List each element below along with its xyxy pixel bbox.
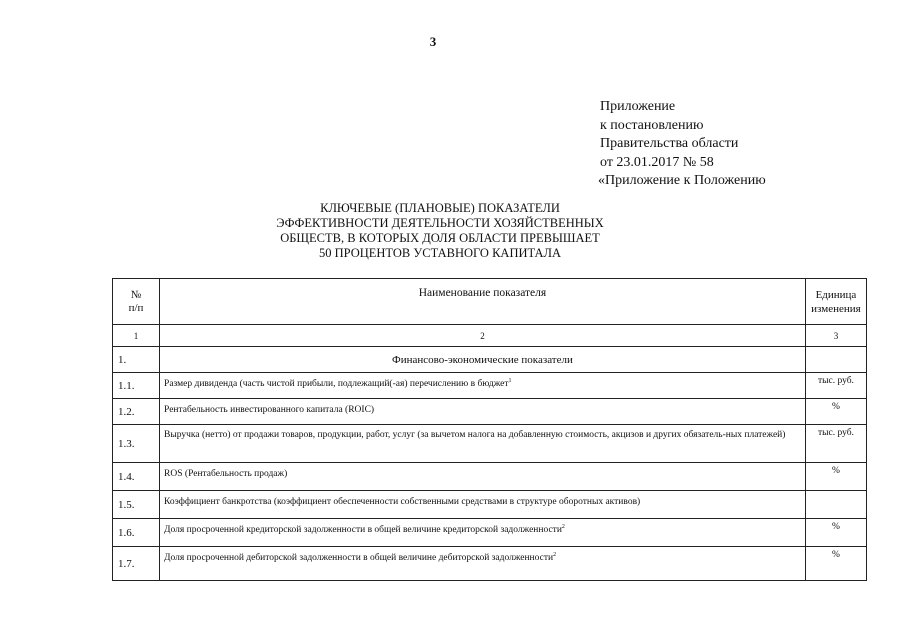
row-num: 1.5. bbox=[113, 491, 160, 519]
row-name-text: Размер дивиденда (часть чистой прибыли, подлежащий(-ая) перечислению в бюджет bbox=[164, 379, 509, 389]
footnote-mark: 1 bbox=[508, 377, 512, 384]
title-line-4: 50 ПРОЦЕНТОВ УСТАВНОГО КАПИТАЛА bbox=[318, 246, 562, 260]
appendix-header bbox=[598, 98, 766, 191]
footnote-mark: 2 bbox=[553, 551, 557, 558]
table-row bbox=[113, 463, 867, 491]
row-name bbox=[160, 399, 806, 425]
row-unit: % bbox=[805, 399, 866, 425]
header-name: Наименование показателя bbox=[160, 279, 806, 325]
page-number: 3 bbox=[429, 34, 437, 49]
index-row bbox=[113, 325, 867, 347]
header-num bbox=[113, 279, 160, 325]
header-unit-line-1: Единица bbox=[815, 288, 857, 301]
appendix-line-4: от 23.01.2017 № 58 bbox=[600, 154, 714, 170]
header-unit-line-2: изменения bbox=[811, 302, 861, 315]
footnote-mark: 2 bbox=[561, 523, 565, 530]
row-unit: % bbox=[805, 519, 866, 547]
row-name-text: Доля просроченной дебиторской задолженности в общей величине дебиторской задолженности bbox=[164, 553, 554, 563]
table-row bbox=[113, 373, 867, 399]
row-name bbox=[160, 547, 806, 581]
row-unit: тыс. руб. bbox=[805, 425, 866, 463]
table-row bbox=[113, 519, 867, 547]
row-name-text: Коэффициент банкротства (коэффициент обеспеченности собственными средствами в структуре оборотных активов) bbox=[164, 497, 641, 507]
row-name-text: ROS (Рентабельность продаж) bbox=[164, 469, 288, 479]
row-num: 1.7. bbox=[113, 547, 160, 581]
appendix-line-3: Правительства области bbox=[600, 136, 739, 151]
row-name bbox=[160, 425, 806, 463]
row-unit bbox=[805, 491, 866, 519]
title-line-1: КЛЮЧЕВЫЕ (ПЛАНОВЫЕ) ПОКАЗАТЕЛИ bbox=[320, 201, 560, 215]
appendix-line-1: Приложение bbox=[600, 99, 676, 114]
row-num: 1.6. bbox=[113, 519, 160, 547]
row-name-text: Рентабельность инвестированного капитала (ROIC) bbox=[164, 405, 375, 415]
index-cell-3: 3 bbox=[805, 325, 866, 347]
header-num-line-2: п/п bbox=[128, 301, 144, 314]
appendix-line-5: «Приложение к Положению bbox=[598, 173, 766, 188]
table-header-row bbox=[113, 279, 867, 325]
section-name: Финансово-экономические показатели bbox=[160, 347, 806, 373]
section-row bbox=[113, 347, 867, 373]
row-name-text: Выручка (нетто) от продажи товаров, продукции, работ, услуг (за вычетом налога на добавленную стоимость, акцизов и других обязатель-ных платежей) bbox=[164, 430, 786, 440]
index-cell-2: 2 bbox=[160, 325, 806, 347]
document-title bbox=[200, 201, 680, 261]
table-row bbox=[113, 547, 867, 581]
table-row bbox=[113, 425, 867, 463]
row-name bbox=[160, 373, 806, 399]
indicators-table bbox=[112, 278, 867, 581]
row-unit: тыс. руб. bbox=[805, 373, 866, 399]
index-cell-1: 1 bbox=[113, 325, 160, 347]
row-unit: % bbox=[805, 547, 866, 581]
row-num: 1.2. bbox=[113, 399, 160, 425]
header-unit bbox=[805, 279, 866, 325]
row-num: 1.3. bbox=[113, 425, 160, 463]
row-unit: % bbox=[805, 463, 866, 491]
row-num: 1.1. bbox=[113, 373, 160, 399]
appendix-line-2: к постановлению bbox=[600, 117, 704, 133]
section-unit bbox=[805, 347, 866, 373]
section-num: 1. bbox=[113, 347, 160, 373]
row-name-text: Доля просроченной кредиторской задолженности в общей величине кредиторской задолженности bbox=[164, 525, 562, 535]
row-name bbox=[160, 463, 806, 491]
header-num-line-1: № bbox=[130, 288, 142, 301]
title-line-3: ОБЩЕСТВ, В КОТОРЫХ ДОЛЯ ОБЛАСТИ ПРЕВЫШАЕТ bbox=[280, 231, 600, 245]
row-name bbox=[160, 491, 806, 519]
table-row bbox=[113, 491, 867, 519]
title-line-2: ЭФФЕКТИВНОСТИ ДЕЯТЕЛЬНОСТИ ХОЗЯЙСТВЕННЫХ bbox=[276, 216, 604, 230]
table-row bbox=[113, 399, 867, 425]
row-num: 1.4. bbox=[113, 463, 160, 491]
row-name bbox=[160, 519, 806, 547]
